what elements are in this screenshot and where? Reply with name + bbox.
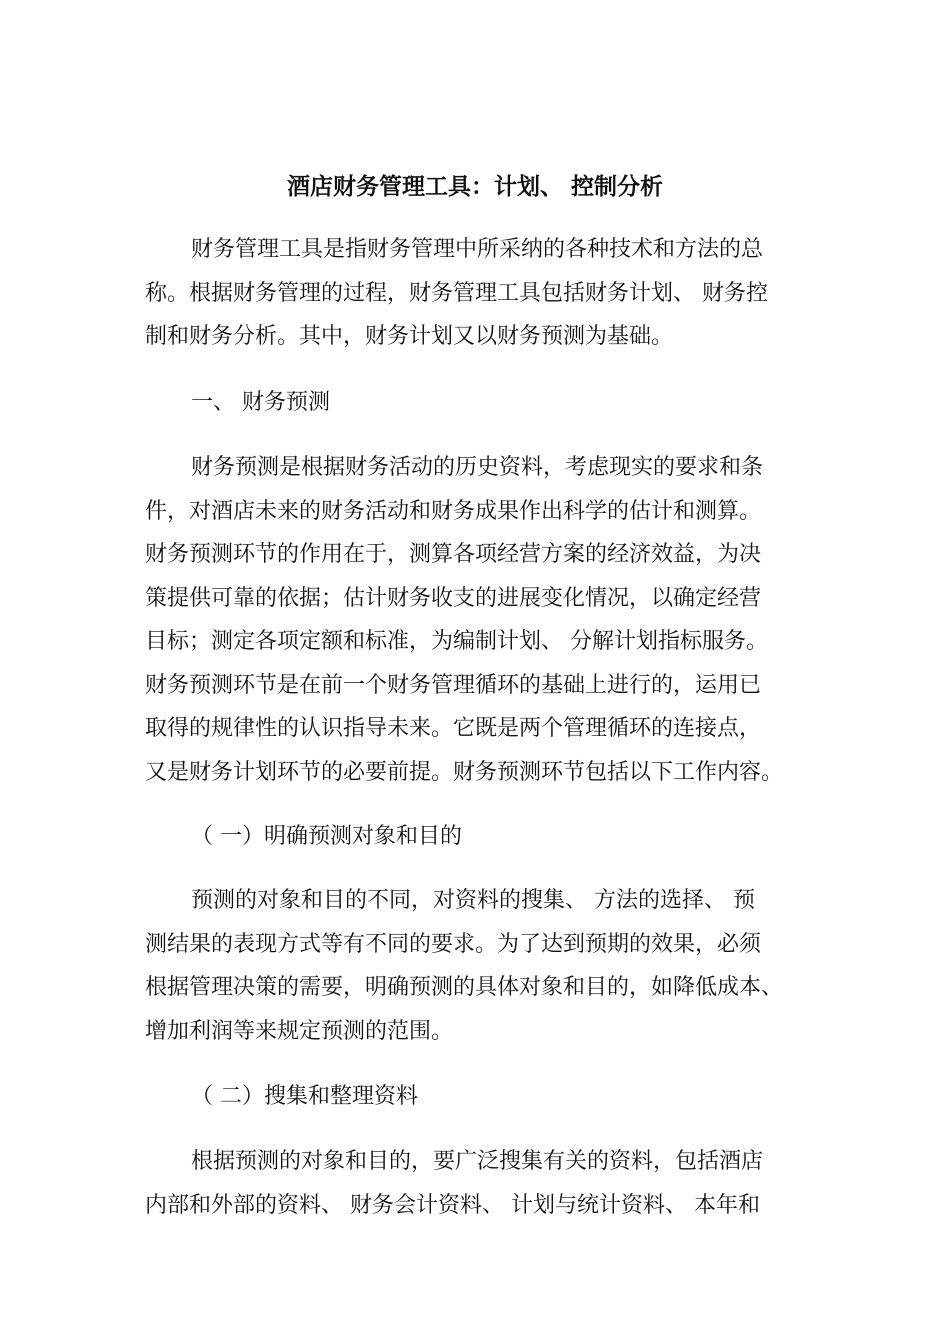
paragraph-line: 策提供可靠的依据；估计财务收支的进展变化情况，以确定经营 [145,585,762,611]
collect-paragraph [145,1140,810,1227]
paragraph-line: 目标；测定各项定额和标准，为编制计划、 分解计划指标服务。 [145,629,768,654]
paragraph-line: 称。根据财务管理的过程，财务管理工具包括财务计划、 财务控 [145,280,768,306]
objective-paragraph [145,879,810,1053]
paragraph-line: 财务管理工具是指财务管理中所采纳的各种技术和方法的总 [191,237,764,262]
paragraph-line: 财务预测是根据财务活动的历史资料，考虑现实的要求和条 [191,455,764,480]
paragraph-line: 内部和外部的资料、 财务会计资料、 计划与统计资料、 本年和 [145,1192,760,1218]
page-title: 酒店财务管理工具：计划、 控制分析 [286,174,663,200]
paragraph-line: 财务预测环节的作用在于，测算各项经营方案的经济效益，为决 [145,542,762,567]
forecast-paragraph [145,446,810,794]
paragraph-line: 增加利润等来规定预测的范围。 [145,1018,454,1044]
paragraph-line: 根据管理决策的需要，明确预测的具体对象和目的，如降低成本、 [145,975,784,1000]
paragraph-line: 又是财务计划环节的必要前提。财务预测环节包括以下工作内容。 [145,759,784,785]
section-heading-forecast: 一、 财务预测 [191,390,330,415]
intro-paragraph [145,228,810,359]
subsection-heading-collect: （ 二）搜集和整理资料 [191,1084,418,1109]
paragraph-line: 制和财务分析。其中，财务计划又以财务预测为基础。 [145,324,674,349]
paragraph-line: 测结果的表现方式等有不同的要求。为了达到预期的效果，必须 [145,931,762,957]
paragraph-line: 预测的对象和目的不同，对资料的搜集、 方法的选择、 预 [191,888,755,913]
paragraph-line: 财务预测环节是在前一个财务管理循环的基础上进行的，运用已 [145,672,762,698]
paragraph-line: 根据预测的对象和目的，要广泛搜集有关的资料，包括酒店 [191,1149,764,1174]
subsection-heading-objective: （ 一）明确预测对象和目的 [191,824,462,849]
paragraph-line: 件，对酒店未来的财务活动和财务成果作出科学的估计和测算。 [145,498,762,524]
paragraph-line: 取得的规律性的认识指导未来。它既是两个管理循环的连接点， [145,716,762,741]
